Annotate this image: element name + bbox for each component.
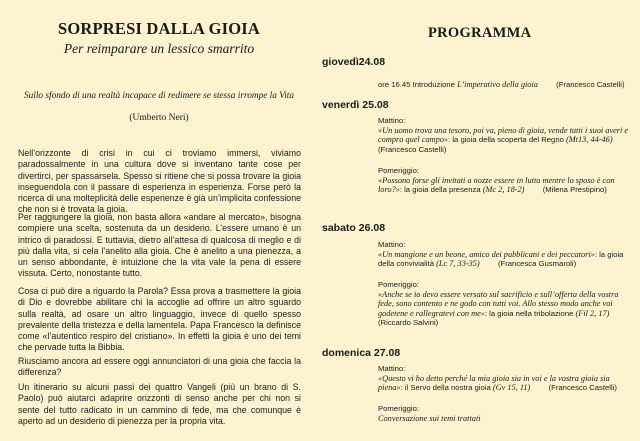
- entry-speaker: (Francesco Castelli): [378, 144, 447, 154]
- program-entry: [378, 166, 634, 195]
- intro-paragraph: Un itinerario su alcuni passi dei quattro Vangeli (più un brano di S. Paolo) può aiutarci adaprire orizzonti di senso anche per chi non si sente del tutto radicato in un cammino di fede, ma che comunque è aperto ad un desiderio di pienezza per la propria vita.: [18, 382, 301, 426]
- page-subtitle: Per reimparare un lessico smarrito: [63, 41, 255, 56]
- entry-speaker: (Milena Prestipino): [542, 185, 607, 195]
- entry-reference: (Lc 7, 33-35): [436, 259, 480, 269]
- program-entry: [378, 364, 634, 393]
- entry-reference: (Gv 15, 11): [492, 383, 531, 393]
- entry-slot: Mattino:: [378, 364, 406, 373]
- intro-paragraph: Cosa ci può dire a riguardo la Parola? Essa prova a trasmettere la gioia di Dio e dovrebbe abilitare chi la accoglie ad offrire un altro sguardo sulla realtà, ad osare un altro linguaggio, invece di quello spesso prevalente della tristezza e della lamentela. Papa Francesco la definisce come «l’autentico respiro del cristiano». In effetti la gioia è uno dei temi che pervade tutta la Bibbia.: [18, 286, 301, 353]
- day-heading: venerdì 25.08: [322, 99, 389, 111]
- program-entry: [378, 240, 634, 269]
- entry-theme: : la gioia della convivialità: [378, 249, 624, 269]
- epigraph-author: (Umberto Neri): [129, 113, 189, 123]
- day-heading: sabato 26.08: [322, 222, 386, 234]
- entry-quote: Conversazione sui temi trattati: [378, 413, 481, 423]
- entry-quote: «Questo vi ho detto perché la mia gioia sia in voi e la vostra gioia sia piena»: [378, 373, 610, 393]
- page-title: SORPRESI DALLA GIOIA: [57, 19, 261, 38]
- entry-quote: «Un mangione e un beone, amico dei pubblicani e dei peccatori»: [378, 249, 595, 259]
- entry-speaker: (Francesco Castelli): [548, 383, 617, 393]
- entry-time: ore 16.45 Introduzione: [378, 80, 455, 89]
- program-entry: [378, 80, 634, 90]
- entry-speaker: (Riccardo Salvini): [378, 318, 439, 328]
- entry-reference: (Mc 2, 18-2): [482, 185, 525, 195]
- entry-reference: (Fil 2, 17): [575, 308, 610, 318]
- intro-column: [0, 0, 318, 441]
- entry-theme: : la gioia nella tribolazione: [484, 308, 574, 318]
- day-heading: giovedì24.08: [322, 56, 386, 68]
- program-column: [318, 0, 640, 441]
- program-entry: [378, 116, 634, 154]
- day-heading: domenica 27.08: [322, 347, 401, 359]
- entry-title: L’imperativo della gioia: [457, 80, 538, 89]
- entry-slot: Mattino:: [378, 240, 406, 249]
- entry-reference: (Mt13, 44-46): [566, 135, 613, 145]
- intro-paragraph: Per raggiungere la gioia, non basta allora «andare al mercato», bisogna compiere una scelta, sostenuta da un desiderio. L’essere umano è un intrico di paradossi. E tuttavia, dietro all’attesa di qualcosa di meglio e di più dalla vita, si cela l’anelito alla gioia. Che è anelito a una pienezza, a un senso abbondante, è intuizione che la vita vale la pena di essere vissuta. Certo, nonostante tutto.: [18, 212, 301, 279]
- epigraph-quote: Sullo sfondo di una realtà incapace di redimere se stessa irrompe la Vita: [23, 91, 295, 101]
- program-entry: [378, 280, 634, 328]
- program-title: PROGRAMMA: [428, 25, 532, 41]
- entry-theme: : il Servo della nostra gioia: [400, 383, 491, 393]
- entry-slot: Mattino:: [378, 116, 406, 125]
- entry-theme: : la gioia della scoperta del Regno: [448, 135, 564, 145]
- entry-speaker: (Francesca Gusmaroli): [497, 259, 577, 269]
- intro-paragraph: Nell’orizzonte di crisi in cui ci troviamo immersi, viviamo paradossalmente in una cultura dove si inventano tante cose per divertirci, per spassarsela. Spesso si ritiene che si possa trovare la gioia inseguendola con il passare di esperienza in esperienza. Forse però la ricerca di una molteplicità delle esperienze è già un’implicita confessione che non si è trovata la gioia.: [18, 148, 301, 215]
- entry-speaker: (Francesco Castelli): [556, 80, 625, 89]
- entry-slot: Pomeriggio:: [378, 280, 420, 289]
- entry-theme: : la gioia della presenza: [399, 185, 481, 195]
- entry-quote: «Anche se io devo essere versato sul sacrificio e sull’offerta della vostra fede, sono contento e ne godo con tutti voi. Allo stesso modo anche voi godetene e rallegratevi con me»: [378, 289, 619, 318]
- entry-quote: «Possono forse gli invitati a nozze essere in lutto mentre lo sposo è con loro?»: [378, 175, 615, 195]
- entry-slot: Pomeriggio:: [378, 166, 420, 175]
- entry-slot: Pomeriggio:: [378, 404, 420, 413]
- entry-quote: «Un uomo trova una tesoro, poi va, pieno di gioia, vende tutti i suoi averi e compra quel campo»: [378, 125, 629, 145]
- intro-paragraph: Riusciamo ancora ad essere oggi annunciatori di una gioia che faccia la differenza?: [18, 356, 301, 378]
- program-entry: [378, 404, 634, 423]
